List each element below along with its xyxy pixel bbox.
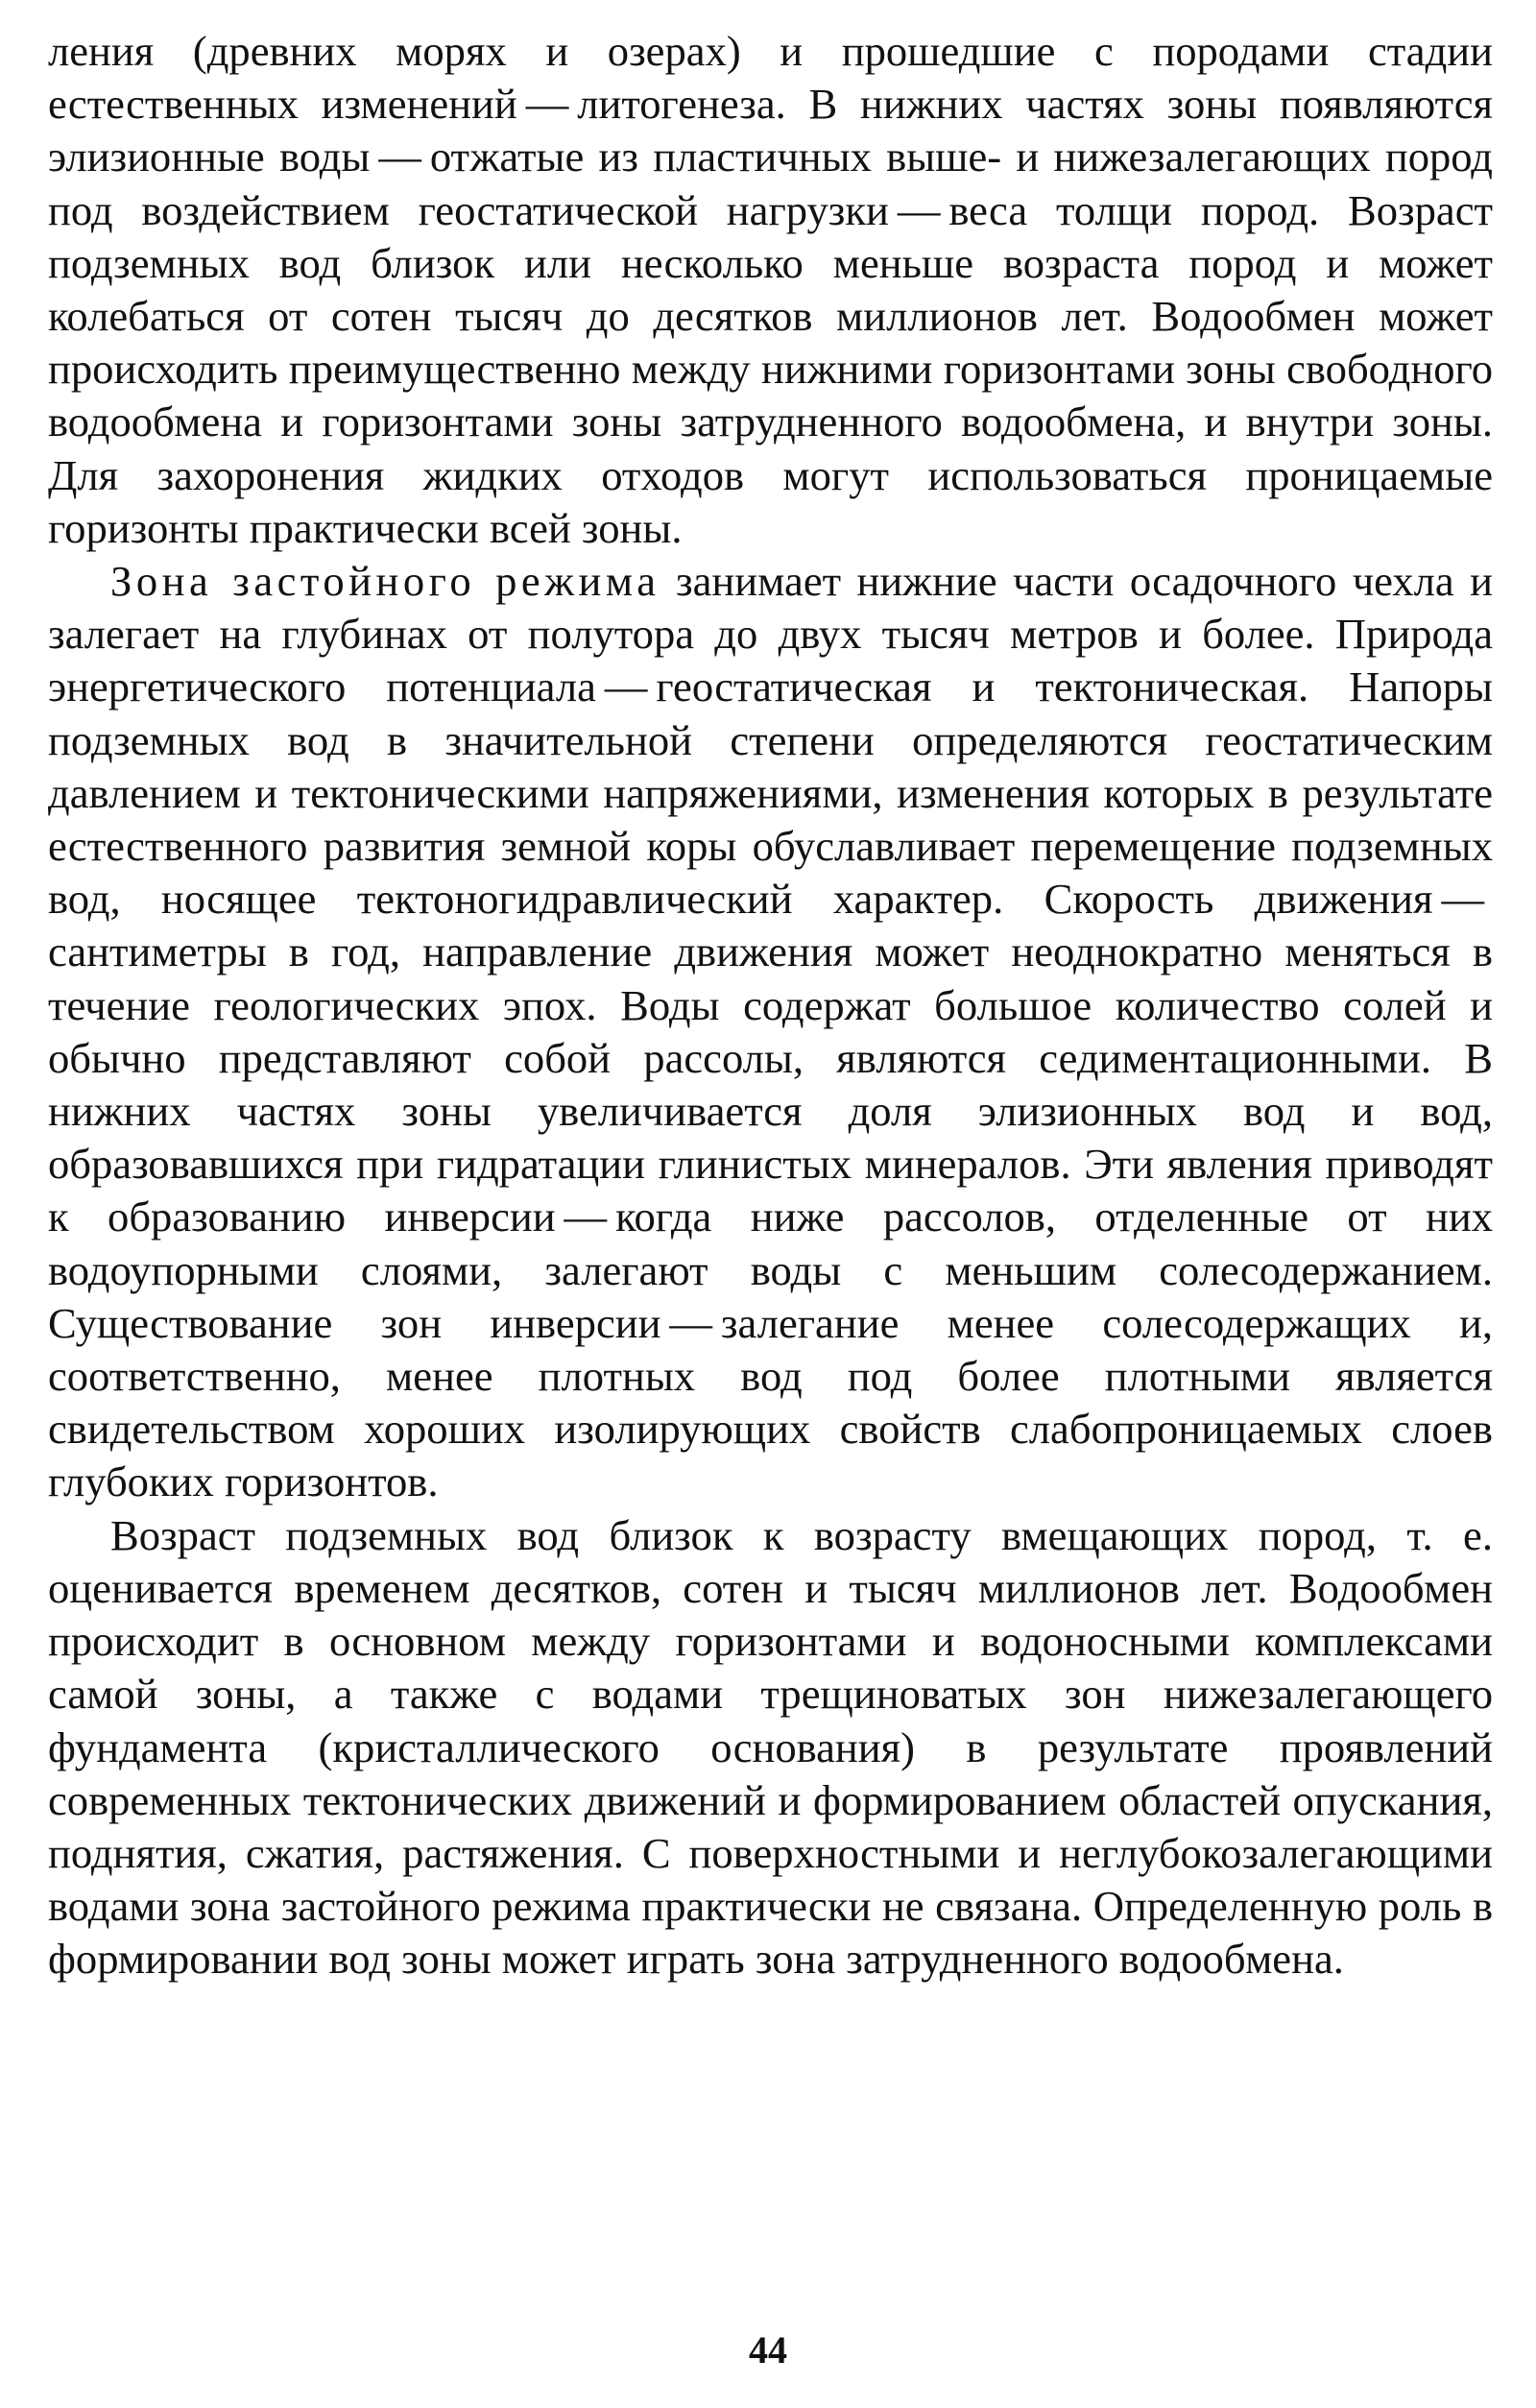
paragraph-1: ления (древних морях и озерах) и прошедшие с породами стадии естественных изменений — литогенеза. В нижних частях зоны появляются элизионные воды — отжатые из пластичных выше- и нижезалегающих пород под воздействием геостатической нагрузки — веса толщи пород. Возраст подземных вод близок или несколько меньше возраста пород и может колебаться от сотен тысяч до десятков миллионов лет. Водообмен может происходить преимущественно между нижними горизонтами зоны свободного водообмена и горизонтами зоны затрудненного водообмена, и внутри зоны. Для захоронения жидких отходов могут использоваться проницаемые горизонты практически всей зоны. (48, 27, 1493, 552)
page-number: 44 (749, 2328, 787, 2372)
paragraph-3: Возраст подземных вод близок к возрасту вмещающих пород, т. е. оценивается временем десятков, сотен и тысяч миллионов лет. Водообмен происходит в основном между горизонтами и водоносными комплексами самой зоны, а также с водами трещиноватых зон нижезалегающего фундамента (кристаллического основания) в результате проявлений современных тектонических движений и формированием областей опускания, поднятия, сжатия, растяжения. С поверхностными и неглубокозалегающими водами зона застойного режима практически не связана. Определенную роль в формировании вод зоны может играть зона затрудненного водообмена. (48, 1510, 1493, 1984)
paragraph-2 (48, 555, 1493, 1509)
term-spaced: Зона застойного режима (110, 557, 660, 606)
paragraph-2-text: занимает нижние части осадочного чехла и залегает на глубинах от полутора до двух тысяч метров и более. Природа энергетического потенциала — геостатическая и тектоническая. Напоры подземных вод в значительной степени определяются геостатическим давлением и тектоническими напряжениями, изменения которых в результате естественного развития земной коры обуславливает перемещение подземных вод, носящее тектоногидравлический характер. Скорость движения — сантиметры в год, направление движения может неоднократно меняться в течение геологических эпох. Воды содержат большое количество солей и обычно представляют собой рассолы, являются седиментационными. В нижних частях зоны увеличивается доля элизионных вод и вод, образовавшихся при гидратации глинистых минералов. Эти явления приводят к образованию инверсии — когда ниже рассолов, отделенные от них водоупорными слоями, залегают воды с меньшим солесодержанием. Существование зон инверсии — залегание менее солесодержащих и, соответственно, менее плотных вод под более плотными является свидетельством хороших изолирующих свойств слабопроницаемых слоев глубоких горизонтов. (48, 557, 1493, 1506)
body-text (48, 25, 1493, 1987)
